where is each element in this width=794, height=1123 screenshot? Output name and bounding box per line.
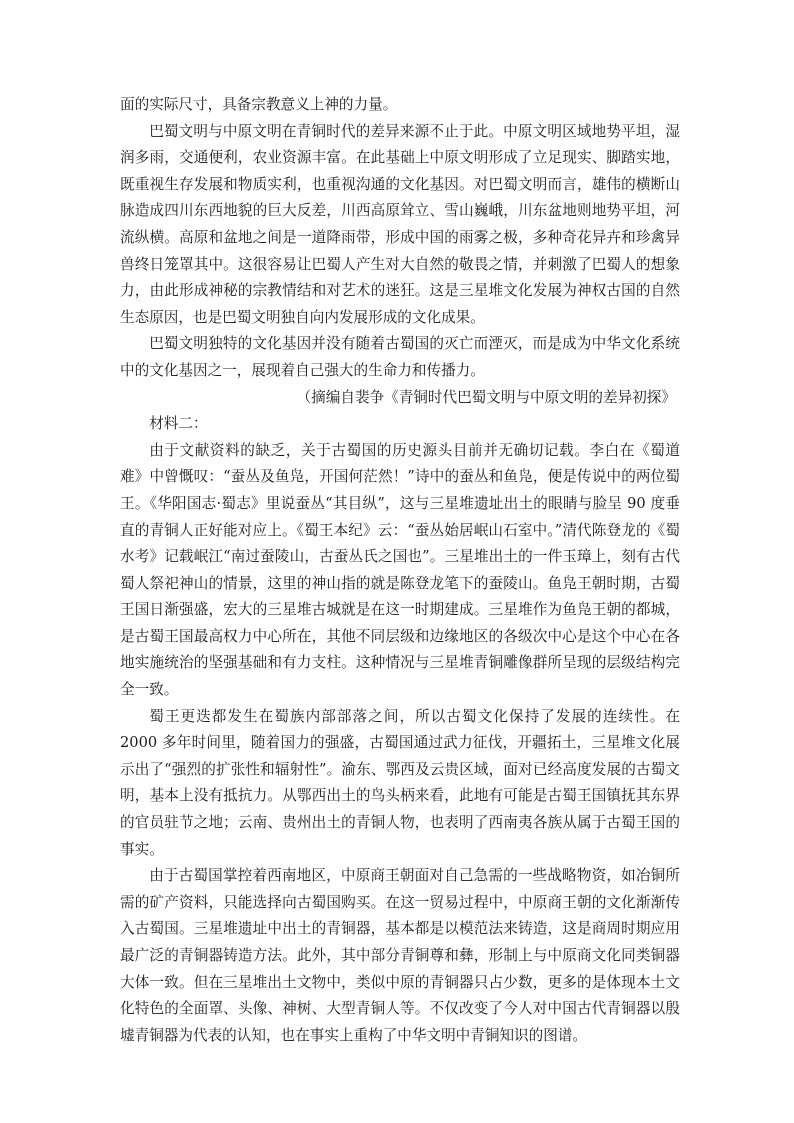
paragraph-continuity: 蜀王更迭都发生在蜀族内部部落之间，所以古蜀文化保持了发展的连续性。在 2000 多年时间里，随着国力的强盛，古蜀国通过武力征伐，开疆拓土，三星堆文化展示出了“强烈的扩张性和辐射性”。渝东、鄂西及云贵区域，面对已经高度发展的古蜀文明，基本上没有抵抗力。从鄂西出土的鸟头柄来看，此地有可能是古蜀王国镇抚其东界的官员驻节之地；云南、贵州出土的青铜人物，也表明了西南夷各族从属于古蜀王国的事实。 <box>120 707 680 858</box>
section-heading-material-two: 材料二： <box>149 415 208 433</box>
document-body <box>120 92 680 1049</box>
source-citation: （摘编自裴争《青铜时代巴蜀文明与中原文明的差异初探》 <box>296 388 676 406</box>
paragraph-geography: 巴蜀文明与中原文明在青铜时代的差异来源不止于此。中原文明区域地势平坦，湿润多雨，交通便利，农业资源丰富。在此基础上中原文明形成了立足现实、脚踏实地，既重视生存发展和物质实利，也重视沟通的文化基因。对巴蜀文明而言，雄伟的横断山脉造成四川东西地貌的巨大反差，川西高原耸立、雪山巍峨，川东盆地则地势平坦，河流纵横。高原和盆地之间是一道降雨带，形成中国的雨雾之极，多种奇花异卉和珍禽异兽终日笼罩其中。这很容易让巴蜀人产生对大自然的敬畏之情，并刺激了巴蜀人的想象力，由此形成神秘的宗教情结和对艺术的迷狂。这是三星堆文化发展为神权古国的自然生态原因，也是巴蜀文明独自向内发展形成的文化成果。 <box>120 122 680 326</box>
paragraph-origins: 由于文献资料的缺乏，关于古蜀国的历史源头目前并无确切记载。李白在《蜀道难》中曾慨叹：“蚕丛及鱼凫，开国何茫然！”诗中的蚕丛和鱼凫，便是传说中的两位蜀王。《华阳国志·蜀志》里说蚕丛“其目纵”，这与三星堆遗址出土的眼睛与脸呈 90 度垂直的青铜人正好能对应上。《蜀王本纪》云：“蚕丛始居岷山石室中。”清代陈登龙的《蜀水考》记载岷江“南过蚕陵山，古蚕丛氏之国也”。三星堆出土的一件玉璋上，刻有古代蜀人祭祀神山的情景，这里的神山指的就是陈登龙笔下的蚕陵山。鱼凫王朝时期，古蜀王国日渐强盛，宏大的三星堆古城就是在这一时期建成。三星堆作为鱼凫王朝的都城，是古蜀王国最高权力中心所在，其他不同层级和边缘地区的各级次中心是这个中心在各地实施统治的坚强基础和有力支柱。这种情况与三星堆青铜雕像群所呈现的层级结构完全一致。 <box>120 441 680 699</box>
paragraph-trade: 由于古蜀国掌控着西南地区，中原商王朝面对自己急需的一些战略物资，如冶铜所需的矿产资料，只能选择向古蜀国购买。在这一贸易过程中，中原商王朝的文化渐渐传入古蜀国。三星堆遗址中出土的青铜器，基本都是以模范法来铸造，这是商周时期应用最广泛的青铜器铸造方法。此外，其中部分青铜尊和彝，形制上与中原商文化同类铜器大体一致。但在三星堆出土文物中，类似中原的青铜器只占少数，更多的是体现本土文化特色的全面罩、头像、神树、大型青铜人等。不仅改变了今人对中国古代青铜器以殷墟青铜器为代表的认知，也在事实上重构了中华文明中青铜知识的图谱。 <box>120 867 680 1044</box>
paragraph-cultural-gene: 巴蜀文明独特的文化基因并没有随着古蜀国的灭亡而湮灭，而是成为中华文化系统中的文化基因之一，展现着自己强大的生命力和传播力。 <box>120 335 680 379</box>
paragraph-continuation: 面的实际尺寸，具备宗教意义上神的力量。 <box>120 96 398 113</box>
